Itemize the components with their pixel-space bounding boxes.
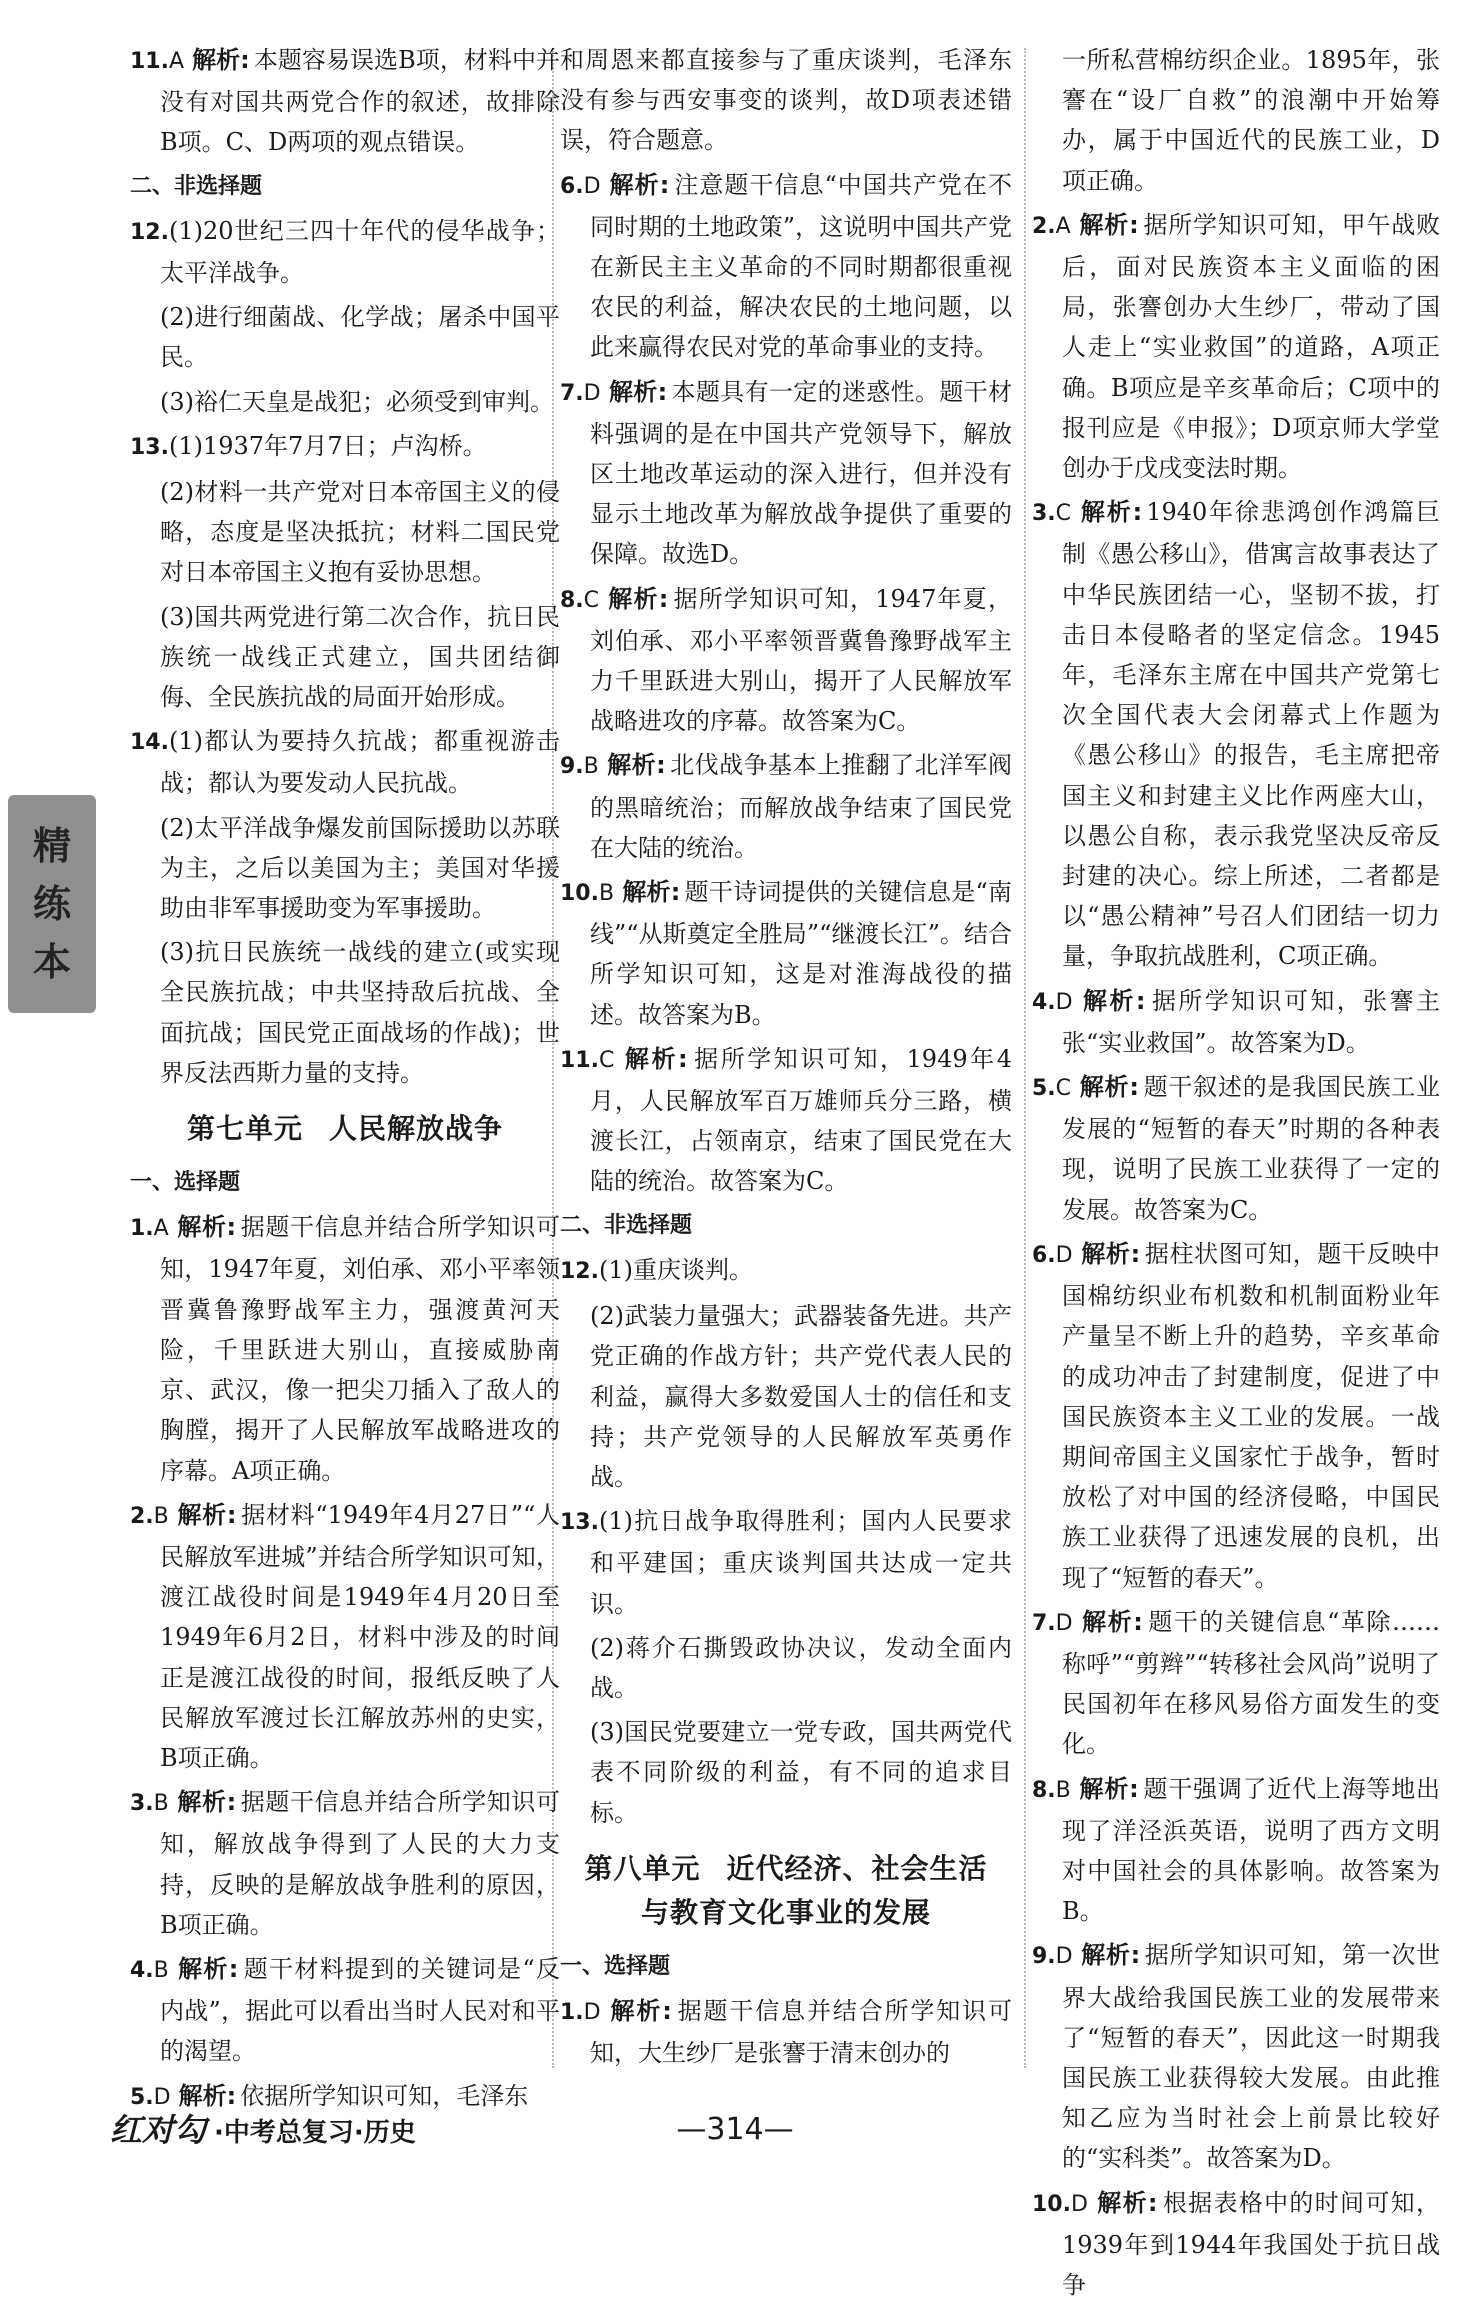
analysis-label: 解析: [606, 751, 666, 780]
analysis-text: 据柱状图可知，题干反映中国棉纺织业布机数和机制面粉业年产量呈不断上升的趋势，辛亥革命的成功冲击了封建制度，促进了中国民族资本主义工业的发展。一战期间帝国主义国家忙于战争，暂时放松了对中国的经济侵略，中国民族工业获得了迅速发展的良机，出现了“短暂的春天”。 [1062, 1239, 1440, 1592]
analysis-label: 解析: [1079, 1073, 1139, 1102]
column-3 [1032, 40, 1441, 2299]
answer-part: (2)蒋介石撕毁政协决议，发动全面内战。 [590, 1633, 1012, 1702]
answer-item [560, 579, 1012, 742]
question-number: 9. [1032, 1944, 1056, 1970]
analysis-label: 解析: [176, 1788, 237, 1817]
question-number: 6. [560, 173, 584, 199]
analysis-label: 解析: [1079, 498, 1143, 527]
answer-text: (1)重庆谈判。 [598, 1255, 753, 1284]
question-number: 7. [1032, 1610, 1056, 1636]
analysis-label: 解析: [608, 377, 668, 406]
question-number: 10. [1032, 2191, 1071, 2217]
analysis-label: 解析: [622, 1044, 688, 1073]
answer-text: (1)1937年7月7日；卢沟桥。 [168, 431, 487, 460]
question-number: 7. [560, 380, 584, 406]
answer-letter: A [168, 49, 185, 74]
question-number: 3. [1032, 501, 1056, 527]
question-number: 9. [560, 754, 584, 780]
side-tab-char: 练 [32, 882, 71, 926]
analysis-label: 解析: [1080, 1607, 1143, 1636]
answer-item [1032, 981, 1440, 1063]
analysis-text: 据题干信息并结合所学知识可知，大生纱厂是张謇于清末创办的 [590, 1996, 1012, 2068]
analysis-text: 题干材料提到的关键词是“反内战”，据此可以看出当时人民对和平的渴望。 [160, 1954, 560, 2066]
answer-item [1032, 1234, 1440, 1598]
answer-letter: D [583, 173, 601, 199]
question-number: 13. [560, 1510, 599, 1536]
unit-heading [130, 1107, 560, 1151]
answer-letter: B [153, 1957, 169, 1983]
analysis-label: 解析: [176, 1213, 237, 1242]
unit-number: 第八单元 [584, 1851, 701, 1885]
answer-item [560, 1501, 1012, 1624]
answer-item [560, 1991, 1012, 2073]
answer-letter: B [153, 1503, 169, 1529]
analysis-text: 依据所学知识可知，毛泽东 [240, 2081, 529, 2110]
answer-text: (1)抗日战争取得胜利；国内人民要求和平建国；重庆谈判国共达成一定共识。 [590, 1507, 1012, 1618]
page-footer [0, 2100, 1470, 2160]
analysis-text: 据所学知识可知，1949年4月，人民解放军百万雄师兵分三路，横渡长江，占领南京，结束了国民党在大陆的统治。故答案为C。 [590, 1044, 1012, 1196]
answer-item [1032, 1769, 1440, 1932]
answer-letter: C [583, 587, 600, 613]
section-heading: 一、选择题 [130, 1170, 241, 1196]
side-tab-char: 精 [32, 824, 71, 868]
answer-item [560, 1039, 1012, 1202]
answer-letter: D [583, 380, 601, 406]
section-heading: 二、非选择题 [130, 173, 263, 199]
unit-number: 第七单元 [186, 1112, 303, 1146]
answer-letter: B [153, 1791, 169, 1817]
answer-item [130, 1949, 560, 2072]
answer-part: (2)武装力量强大；武器装备先进。共产党正确的作战方针；共产党代表人民的利益，赢得大多数爱国人士的信任和支持；共产党领导的人民解放军英勇作战。 [590, 1302, 1012, 1491]
answer-letter: C [1055, 1076, 1072, 1102]
answer-item [130, 426, 560, 468]
analysis-label: 解析: [622, 878, 681, 907]
analysis-text: 北伐战争基本上推翻了北洋军阀的黑暗统治；而解放战争结束了国民党在大陆的统治。 [590, 751, 1012, 862]
section-heading: 一、选择题 [560, 1953, 671, 1979]
analysis-text: 题干的关键信息“革除……称呼”“剪辫”“转移社会风尚”说明了民国初年在移风易俗方面发生的变化。 [1062, 1607, 1440, 1759]
question-number: 2. [130, 1503, 154, 1529]
answer-text: (1)20世纪三四十年代的侵华战争；太平洋战争。 [160, 216, 560, 288]
analysis-label: 解析: [1078, 210, 1139, 239]
side-tab [8, 795, 96, 1013]
analysis-text: 题干强调了近代上海等地出现了洋泾浜英语，说明了西方文明对中国社会的具体影响。故答案为B。 [1062, 1774, 1441, 1926]
answer-part: (2)进行细菌战、化学战；屠杀中国平民。 [160, 303, 560, 372]
analysis-label: 解析: [1080, 1239, 1141, 1268]
column-1 [130, 40, 561, 2110]
question-number: 14. [130, 730, 169, 756]
analysis-label: 解析: [176, 1500, 237, 1529]
question-number: 13. [130, 434, 169, 460]
answer-letter: D [1055, 1242, 1073, 1268]
analysis-label: 解析: [178, 2081, 237, 2110]
analysis-text: 根据表格中的时间可知，1939年到1944年我国处于抗日战争 [1062, 2188, 1440, 2299]
answer-item [1032, 1067, 1440, 1230]
answer-item [1032, 205, 1440, 488]
question-number: 12. [130, 219, 169, 245]
page-number: —314— [676, 2112, 794, 2147]
answer-letter: D [1055, 989, 1073, 1015]
continued-text: 和周恩来都直接参与了重庆谈判，毛泽东没有参与西安事变的谈判，故D项表述错误，符合题意。 [560, 46, 1012, 155]
analysis-text: 1940年徐悲鸿创作鸿篇巨制《愚公移山》，借寓言故事表达了中华民族团结一心，坚韧不拔，打击日本侵略者的坚定信念。1945年，毛泽东主席在中国共产党第七次全国代表大会闭幕式上作题为《愚公移山》的报告，毛主席把帝国主义和封建主义比作两座大山，以愚公自称，表示我党坚决反帝反封建的决心。综上所述，二者都是以“愚公精神”号召人们团结一切力量，争取抗战胜利，C项正确。 [1062, 498, 1440, 971]
answer-item [130, 1782, 560, 1945]
continued-text: 一所私营棉纺织企业。1895年，张謇在“设厂自救”的浪潮中开始筹办，属于中国近代的民族工业，D项正确。 [1062, 46, 1440, 195]
analysis-text: 据所学知识可知，第一次世界大战给我国民族工业的发展带来了“短暂的春天”，因此这一时期我国民族工业获得较大发展。由此推知乙应为当时社会上前景比较好的“实科类”。故答案为D。 [1062, 1941, 1440, 2173]
answer-letter: C [1055, 501, 1072, 527]
question-number: 11. [560, 1047, 599, 1073]
answer-item [130, 721, 560, 803]
analysis-text: 据所学知识可知，张謇主张“实业救国”。故答案为D。 [1062, 986, 1440, 1057]
answer-letter: A [1055, 213, 1071, 239]
column-divider [1024, 48, 1026, 2068]
unit-title: 人民解放战争 [329, 1112, 504, 1146]
answer-part: (2)太平洋战争爆发前国际援助以苏联为主，之后以美国为主；美国对华援助由非军事援助变为军事援助。 [160, 813, 560, 923]
analysis-label: 解析: [1080, 986, 1146, 1015]
analysis-text: 据题干信息并结合所学知识可知，解放战争得到了人民的大力支持，反映的是解放战争胜利的原因，B项正确。 [160, 1788, 560, 1939]
analysis-label: 解析: [176, 1954, 239, 1983]
answer-letter: D [1055, 1944, 1073, 1970]
analysis-label: 解析: [1078, 1774, 1139, 1803]
question-number: 12. [560, 1258, 599, 1284]
question-number: 4. [130, 1957, 154, 1983]
answer-text: (1)都认为要持久抗战；都重视游击战；都认为要发动人民抗战。 [160, 727, 560, 798]
answer-letter: B [598, 881, 615, 907]
brand-text: ·中考总复习·历史 [214, 2118, 416, 2148]
question-number: 4. [1032, 989, 1056, 1015]
question-number: 10. [560, 881, 599, 907]
answer-part: (3)国共两党进行第二次合作，抗日民族统一战线正式建立，国共团结御侮、全民族抗战的局面开始形成。 [160, 602, 560, 712]
answer-item [560, 1250, 1012, 1292]
unit-title: 近代经济、社会生活 [726, 1851, 988, 1885]
analysis-text: 题干诗词提供的关键信息是“南线”“从斯奠定全胜局”“继渡长江”。结合所学知识可知，这是对淮海战役的描述。故答案为B。 [590, 878, 1012, 1029]
analysis-label: 解析: [608, 170, 670, 199]
answer-item [130, 40, 560, 163]
question-number: 6. [1032, 1242, 1056, 1268]
analysis-text: 据所学知识可知，甲午战败后，面对民族资本主义面临的困局，张謇创办大生纱厂，带动了国人走上“实业救国”的道路，A项正确。B项应是辛亥革命后；C项中的报刊应是《申报》；D项京师大学堂创办于戊戌变法时期。 [1062, 210, 1440, 483]
analysis-text: 据题干信息并结合所学知识可知，1947年夏，刘伯承、邓小平率领晋冀鲁豫野战军主力，强渡黄河天险，千里跃进大别山，直接威胁南京、武汉，像一把尖刀插入了敌人的胸膛，揭开了人民解放军战略进攻的序幕。A项正确。 [160, 1213, 561, 1485]
question-number: 5. [1032, 1076, 1056, 1102]
question-number: 11. [130, 49, 169, 74]
question-number: 1. [560, 1999, 584, 2025]
question-number: 5. [130, 2084, 154, 2110]
answer-item [560, 745, 1012, 868]
section-heading: 二、非选择题 [560, 1212, 693, 1238]
answer-item [560, 872, 1012, 1035]
answer-letter: C [598, 1047, 615, 1073]
analysis-label: 解析: [607, 584, 669, 613]
unit-title-line2: 与教育文化事业的发展 [640, 1895, 931, 1929]
analysis-label: 解析: [192, 46, 250, 74]
analysis-text: 注意题干信息“中国共产党在不同时期的土地政策”，这说明中国共产党在新民主主义革命的不同时期都很重视农民的利益，解决农民的土地问题，以此来赢得农民对党的革命事业的支持。 [590, 170, 1012, 362]
answer-letter: D [1070, 2191, 1088, 2217]
answer-part: (2)材料一共产党对日本帝国主义的侵略，态度是坚决抵抗；材料二国民党对日本帝国主义抱有妥协思想。 [160, 478, 560, 587]
answer-letter: B [1055, 1777, 1071, 1803]
answer-part: (3)裕仁天皇是战犯；必须受到审判。 [160, 387, 554, 416]
question-number: 3. [130, 1791, 154, 1817]
answer-part: (3)国民党要建立一党专政，国共两党代表不同阶级的利益，有不同的追求目标。 [590, 1718, 1012, 1827]
column-2 [560, 40, 1012, 2080]
answer-letter: D [153, 2084, 171, 2110]
brand-logo: 红对勾 [110, 2111, 207, 2149]
answer-letter: B [583, 754, 599, 780]
answer-letter: A [153, 1216, 169, 1242]
answer-item [1032, 1602, 1440, 1765]
answer-item [130, 211, 560, 293]
unit-heading [560, 1847, 1012, 1935]
answer-letter: D [583, 1999, 601, 2025]
answer-item [1032, 492, 1440, 976]
side-tab-char: 本 [32, 940, 71, 984]
analysis-label: 解析: [1095, 2188, 1158, 2217]
question-number: 8. [1032, 1777, 1056, 1803]
analysis-text: 本题具有一定的迷惑性。题干材料强调的是在中国共产党领导下，解放区土地改革运动的深入进行，但并没有显示土地改革为解放战争提供了重要的保障。故选D。 [590, 377, 1012, 569]
question-number: 2. [1032, 213, 1056, 239]
answer-item [1032, 2183, 1440, 2305]
question-number: 1. [130, 1216, 154, 1242]
analysis-text: 据材料“1949年4月27日”“人民解放军进城”并结合所学知识可知，渡江战役时间是1949年4月20日至1949年6月2日，材料中涉及的时间正是渡江战役的时间，报纸反映了人民解放军渡过长江解放苏州的史实，B项正确。 [160, 1500, 560, 1772]
question-number: 8. [560, 587, 584, 613]
answer-item [560, 372, 1012, 575]
analysis-label: 解析: [608, 1996, 672, 2025]
answer-letter: D [1055, 1610, 1073, 1636]
analysis-text: 据所学知识可知，1947年夏，刘伯承、邓小平率领晋冀鲁豫野战军主力千里跃进大别山，揭开了人民解放军战略进攻的序幕。故答案为C。 [590, 584, 1013, 736]
answer-item [130, 1495, 560, 1778]
analysis-text: 题干叙述的是我国民族工业发展的“短暂的春天”时期的各种表现，说明了民族工业获得了一定的发展。故答案为C。 [1062, 1073, 1440, 1224]
analysis-label: 解析: [1080, 1941, 1141, 1970]
answer-item [560, 165, 1012, 368]
analysis-text: 本题容易误选B项，材料中并没有对国共两党合作的叙述，故排除B项。C、D两项的观点错误。 [160, 46, 560, 157]
answer-item [130, 1207, 560, 1490]
answer-part: (3)抗日民族统一战线的建立(或实现全民族抗战；中共坚持敌后抗战、全面抗战；国民党正面战场的作战)；世界反法西斯力量的支持。 [160, 938, 560, 1087]
